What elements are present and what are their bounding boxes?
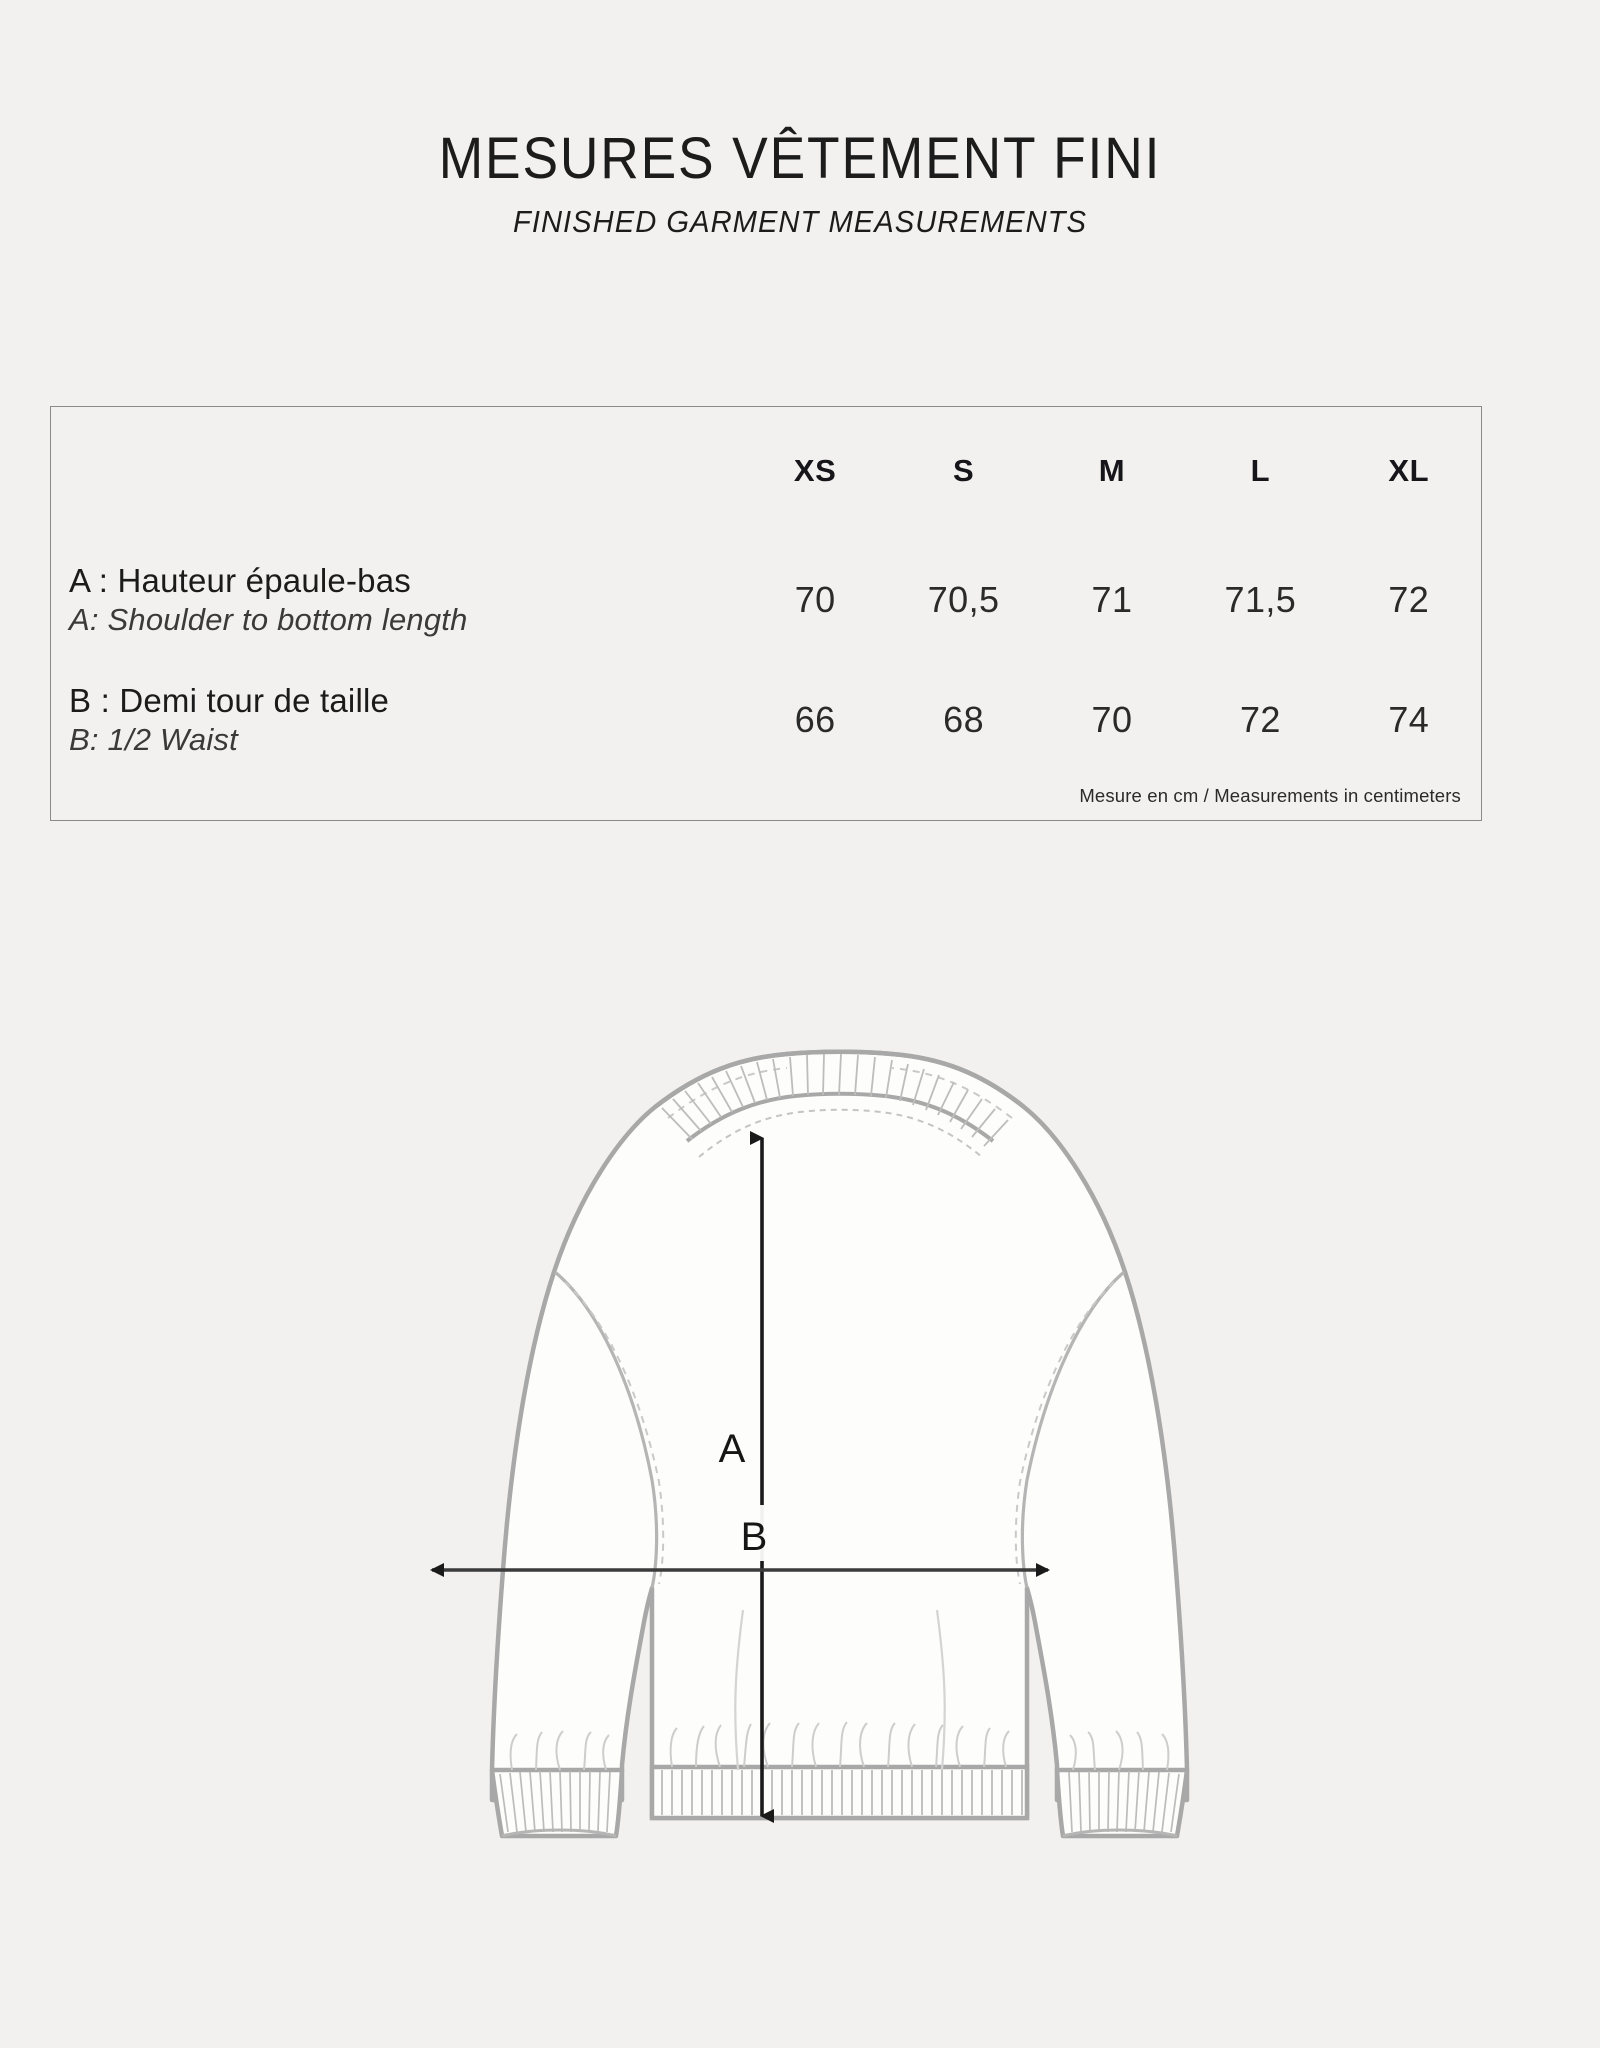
- column-header-l: L: [1250, 452, 1271, 488]
- page-subtitle: FINISHED GARMENT MEASUREMENTS: [513, 204, 1087, 239]
- measurements-table-container: [50, 406, 1482, 821]
- dimension-a-label: A: [718, 1427, 746, 1471]
- column-header-measurement: [51, 407, 741, 540]
- garment-body-outline: [492, 1052, 1187, 1818]
- measurement-label-b-fr: B : Demi tour de taille: [69, 681, 390, 719]
- measurement-label-b-en: B: 1/2 Waist: [69, 722, 238, 758]
- column-header-s: S: [952, 452, 975, 488]
- dimension-b-label: B: [740, 1515, 768, 1559]
- value-b-l: 72: [1239, 699, 1281, 740]
- value-b-xs: 66: [794, 699, 836, 740]
- sweatshirt-flat-sketch: [432, 1052, 1187, 1836]
- value-a-s: 70,5: [927, 579, 1000, 620]
- measurements-table: [51, 407, 1483, 820]
- value-a-xl: 72: [1388, 579, 1430, 620]
- value-a-l: 71,5: [1224, 579, 1297, 620]
- measurement-label-b: [51, 660, 741, 780]
- page-header: [0, 126, 1600, 240]
- measurement-label-a-fr: A : Hauteur épaule-bas: [69, 561, 411, 599]
- table-footnote-cell: [51, 780, 1483, 820]
- value-b-m: 70: [1091, 699, 1133, 740]
- measurement-label-a: [51, 540, 741, 660]
- units-footnote: Mesure en cm / Measurements in centimeters: [1079, 785, 1461, 806]
- hem-rib-band: [652, 1767, 1027, 1818]
- measurement-label-a-en: A: Shoulder to bottom length: [69, 602, 468, 638]
- column-header-xs: XS: [793, 452, 837, 488]
- column-header-m: M: [1098, 452, 1126, 488]
- garment-illustration: [300, 1010, 1200, 1860]
- table-footnote-row: [51, 780, 1483, 820]
- table-row: [51, 660, 1483, 780]
- table-row: [51, 540, 1483, 660]
- value-b-xl: 74: [1388, 699, 1430, 740]
- value-b-s: 68: [943, 699, 984, 740]
- table-header-row: [51, 407, 1483, 540]
- page-title: MESURES VÊTEMENT FINI: [438, 126, 1162, 191]
- value-a-m: 71: [1091, 579, 1133, 620]
- column-header-xl: XL: [1388, 452, 1430, 488]
- value-a-xs: 70: [794, 579, 836, 620]
